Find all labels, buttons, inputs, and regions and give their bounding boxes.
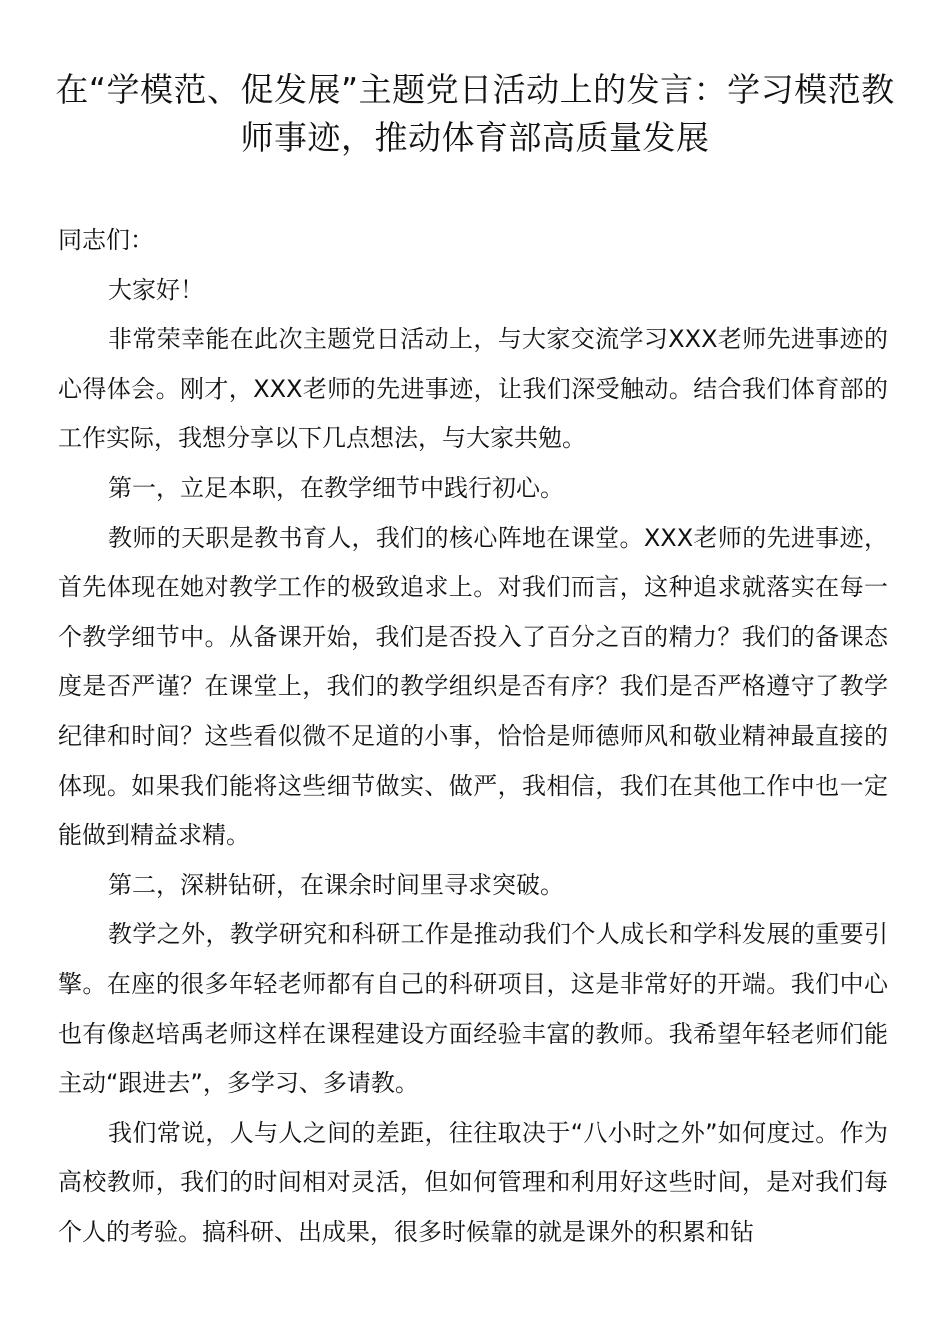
greeting-paragraph: 大家好！ — [108, 275, 204, 304]
point-one-paragraph: 教师的天职是教书育人，我们的核心阵地在课堂。XXX老师的先进事迹，首先体现在她对教学工作的极致追求上。对我们而言，这种追求就落实在每一个教学细节中。从备课开始，我们是否投入了百分之百的精力？我们的备课态度是否严谨？在课堂上，我们的教学组织是否有序？我们是否严格遵守了教学纪律和时间？这些看似微不足道的小事，恰恰是师德师风和敬业精神最直接的体现。如果我们能将这些细节做实、做严，我相信，我们在其他工作中也一定能做到精益求精。 — [58, 523, 888, 850]
salutation: 同志们： — [58, 226, 154, 254]
point-two-heading: 第二，深耕钻研，在课余时间里寻求突破。 — [108, 870, 564, 899]
closing-paragraph: 我们常说，人与人之间的差距，往往取决于“八小时之外”如何度过。作为高校教师，我们的时间相对灵活，但如何管理和利用好这些时间，是对我们每个人的考验。搞科研、出成果，很多时候靠的就是课外的积累和钻 — [58, 1118, 888, 1246]
point-one-heading: 第一，立足本职，在教学细节中践行初心。 — [108, 473, 564, 502]
intro-paragraph: 非常荣幸能在此次主题党日活动上，与大家交流学习XXX老师先进事迹的心得体会。刚才，XXX老师的先进事迹，让我们深受触动。结合我们体育部的工作实际，我想分享以下几点想法，与大家共勉。 — [58, 325, 888, 453]
document-title: 在“学模范、促发展”主题党日活动上的发言：学习模范教师事迹，推动体育部高质量发展 — [55, 70, 895, 157]
document-body — [58, 216, 888, 1257]
point-two-paragraph: 教学之外，教学研究和科研工作是推动我们个人成长和学科发展的重要引擎。在座的很多年轻老师都有自己的科研项目，这是非常好的开端。我们中心也有像赵培禹老师这样在课程建设方面经验丰富的教师。我希望年轻老师们能主动“跟进去”，多学习、多请教。 — [58, 920, 888, 1098]
